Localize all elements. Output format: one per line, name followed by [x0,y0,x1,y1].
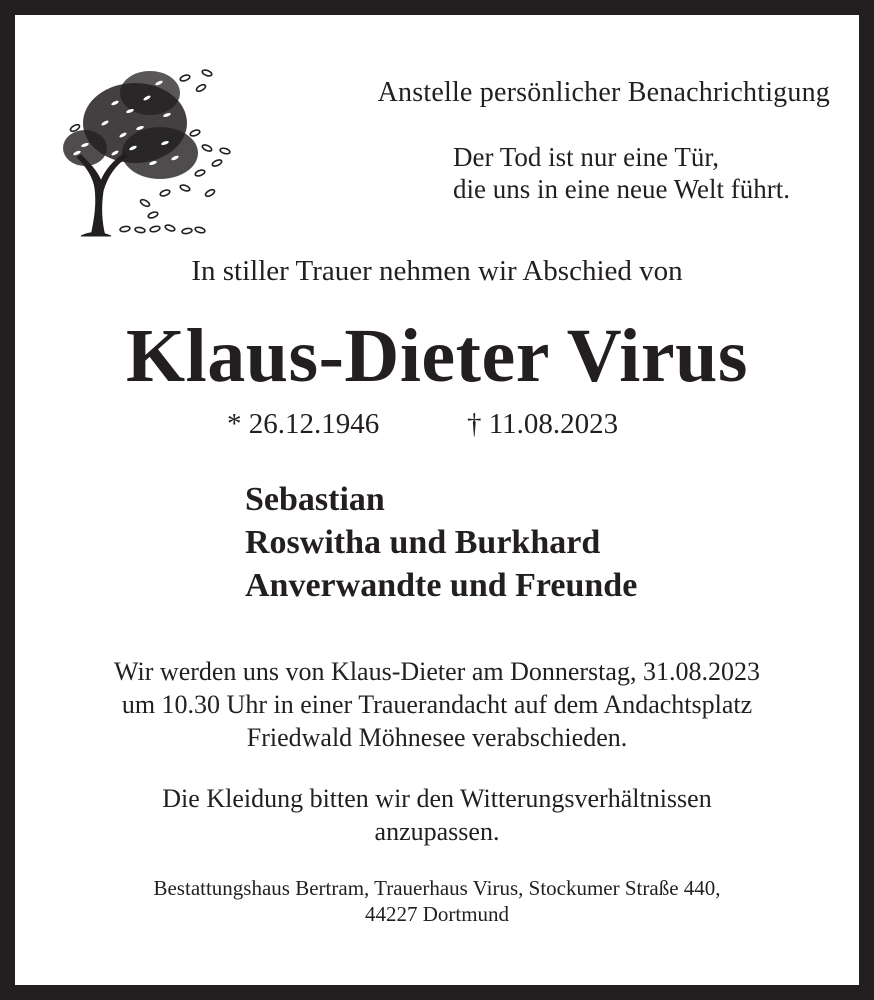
undertaker-info [15,875,859,927]
service-info [15,655,859,754]
service-line: Wir werden uns von Klaus-Dieter am Donnerstag, 31.08.2023 [114,657,760,686]
mourner-entry: Anverwandte und Freunde [245,567,638,604]
intro-text: In stiller Trauer nehmen wir Abschied von [191,255,683,287]
obituary-card [15,15,859,985]
clothing-note [15,782,859,848]
clothing-line: anzupassen. [374,817,500,846]
undertaker-line: 44227 Dortmund [364,902,510,926]
clothing-line: Die Kleidung bitten wir den Witterungsverhältnissen [162,784,712,813]
mourners-list [245,478,637,607]
notice-header: Anstelle persönlicher Benachrichtigung [377,77,830,108]
service-line: Friedwald Möhnesee verabschieden. [246,723,628,752]
mourner-entry: Sebastian [245,481,385,518]
windblown-tree-icon [55,53,235,238]
quote-line: die uns in eine neue Welt führt. [453,174,790,204]
service-line: um 10.30 Uhr in einer Trauerandacht auf dem Andachtsplatz [121,690,753,719]
undertaker-line: Bestattungshaus Bertram, Trauerhaus Virus, Stockumer Straße 440, [153,876,721,900]
birth-date: * 26.12.1946 [227,408,380,440]
death-date: † 11.08.2023 [467,408,619,440]
quote-line: Der Tod ist nur eine Tür, [453,142,719,172]
deceased-name: Klaus-Dieter Virus [126,314,748,398]
mourner-entry: Roswitha und Burkhard [245,524,601,561]
memorial-quote [453,141,790,205]
